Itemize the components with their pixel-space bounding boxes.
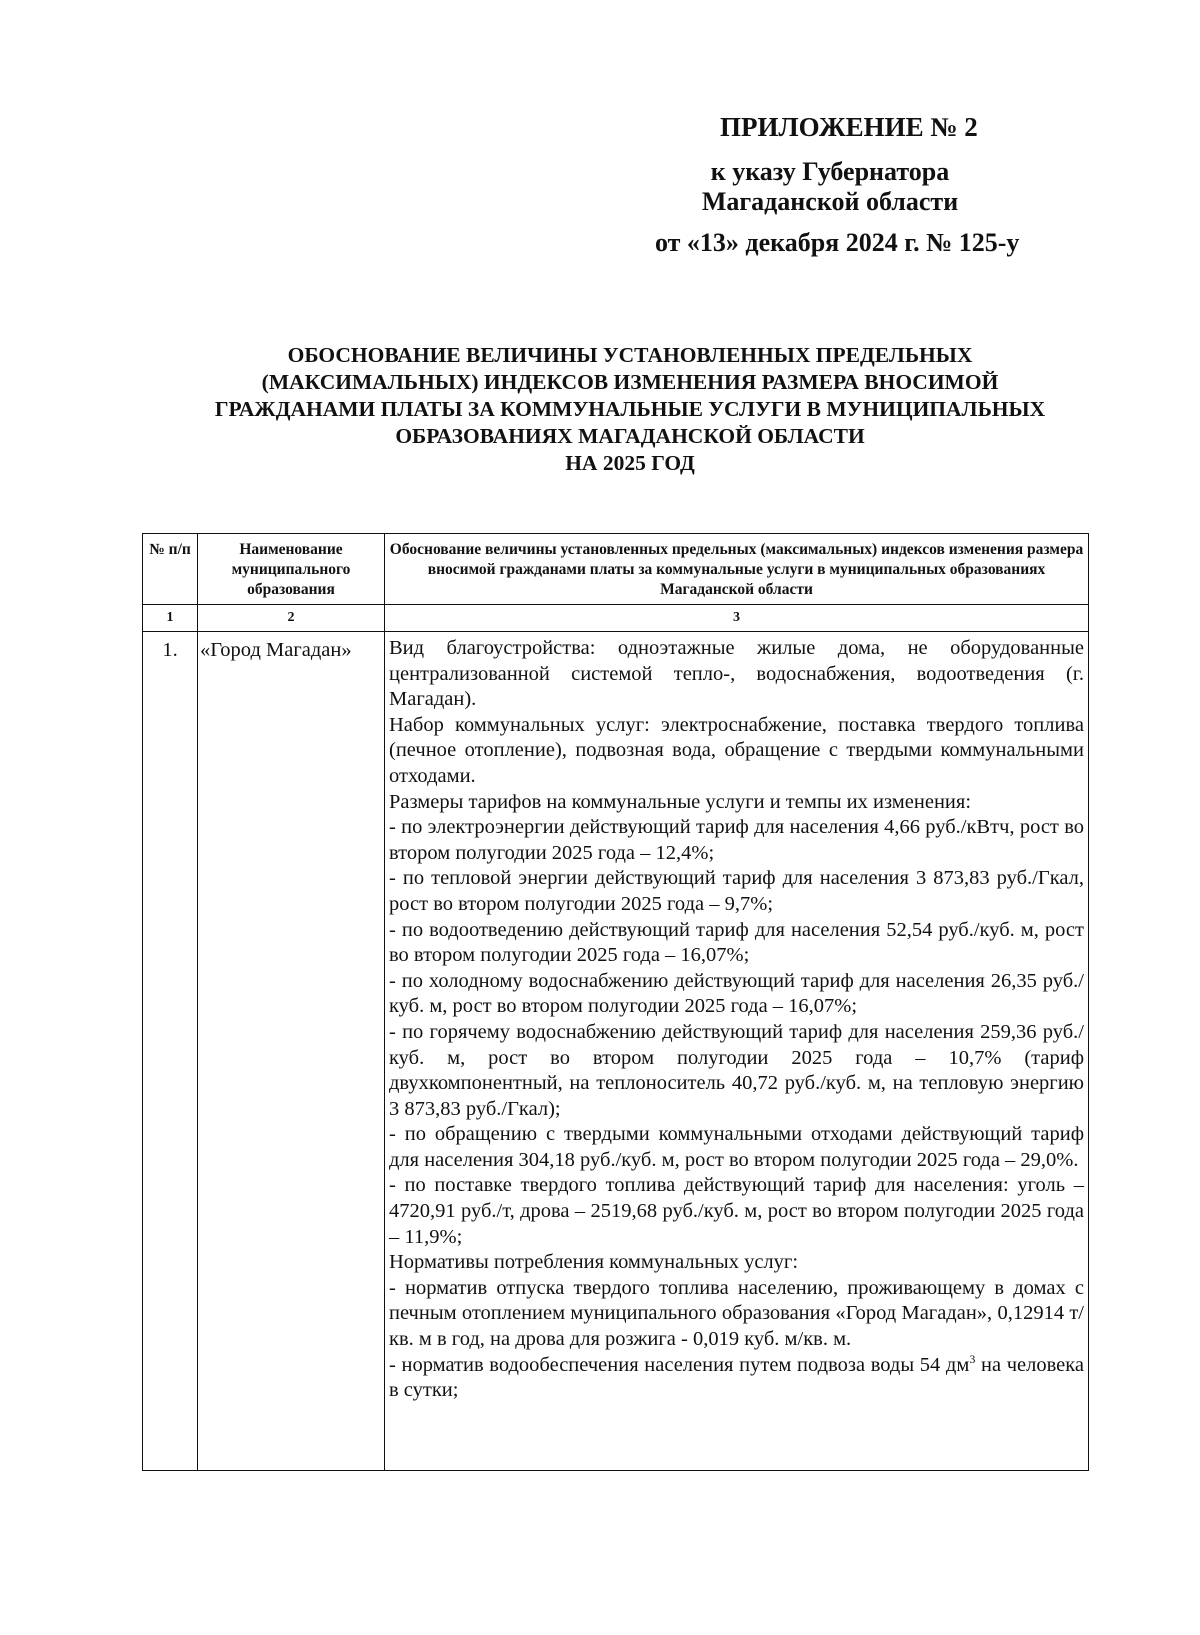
column-number-2: 2	[198, 605, 385, 632]
appendix-label: ПРИЛОЖЕНИЕ № 2	[720, 112, 978, 142]
paragraph-electricity-tariff: - по электроэнергии действующий тариф для населения 4,66 руб./кВтч, рост во втором полугодии 2025 года – 12,4%;	[389, 816, 1084, 864]
decree-line-2: Магаданской области	[701, 187, 959, 216]
table-row	[143, 632, 1089, 1471]
title-line-4: ОБРАЗОВАНИЯХ МАГАДАНСКОЙ ОБЛАСТИ	[395, 424, 865, 448]
header-number: № п/п	[143, 534, 198, 605]
title-line-5: НА 2025 ГОД	[565, 451, 695, 475]
table-header-row	[143, 534, 1089, 605]
water-norm-superscript: 3	[969, 1351, 976, 1366]
decree-date: от «13» декабря 2024 г. № 125-у	[655, 228, 1020, 257]
header-municipality: Наименование муниципального образования	[198, 534, 385, 605]
decree-reference	[660, 157, 1000, 217]
paragraph-water-norm	[389, 1353, 1084, 1404]
column-number-3: 3	[385, 605, 1089, 632]
paragraph-solid-fuel-tariff: - по поставке твердого топлива действующий тариф для населения: уголь – 4720,91 руб./т, дрова – 2519,68 руб./куб. м, рост во втором полугодии 2025 года – 11,9%;	[389, 1174, 1084, 1248]
row-number: 1.	[143, 632, 198, 1471]
paragraph-fuel-norm: - норматив отпуска твердого топлива населению, проживающему в домах с печным отоплением муниципального образования «Город Магадан», 0,12914 т/кв. м в год, на дрова для розжига - 0,019 куб. м/кв. м.	[389, 1276, 1084, 1351]
municipality-name: «Город Магадан»	[198, 632, 385, 1471]
decree-line-1: к указу Губернатора	[710, 157, 950, 186]
paragraph-hot-water-tariff: - по горячему водоснабжению действующий тариф для населения 259,36 руб./куб. м, рост во втором полугодии 2025 года – 10,7% (тариф двухкомпонентный, на теплоноситель 40,72 руб./куб. м, на тепловую энергию 3 873,83 руб./Гкал);	[389, 1020, 1084, 1120]
paragraph-norms-heading: Нормативы потребления коммунальных услуг:	[389, 1251, 799, 1274]
paragraph-service-set: Набор коммунальных услуг: электроснабжение, поставка твердого топлива (печное отопление), подвозная вода, обращение с твердыми коммунальными отходами.	[389, 713, 1084, 787]
title-line-1: ОБОСНОВАНИЕ ВЕЛИЧИНЫ УСТАНОВЛЕННЫХ ПРЕДЕЛЬНЫХ	[287, 343, 973, 367]
paragraph-improvement-type: Вид благоустройства: одноэтажные жилые дома, не оборудованные централизованной системой тепло-, водоснабжения, водоотведения (г. Магадан).	[389, 637, 1084, 711]
title-line-3: ГРАЖДАНАМИ ПЛАТЫ ЗА КОММУНАЛЬНЫЕ УСЛУГИ В МУНИЦИПАЛЬНЫХ	[214, 397, 1046, 421]
title-line-2: (МАКСИМАЛЬНЫХ) ИНДЕКСОВ ИЗМЕНЕНИЯ РАЗМЕРА ВНОСИМОЙ	[261, 370, 999, 394]
water-norm-text: - норматив водообеспечения населения путем подвоза воды 54 дм	[389, 1353, 970, 1376]
justification-table	[142, 533, 1089, 1471]
column-number-1: 1	[143, 605, 198, 632]
paragraph-cold-water-tariff: - по холодному водоснабжению действующий тариф для населения 26,35 руб./куб. м, рост во втором полугодии 2025 года – 16,07%;	[389, 969, 1084, 1018]
paragraph-heat-tariff: - по тепловой энергии действующий тариф для населения 3 873,83 руб./Гкал, рост во втором полугодии 2025 года – 9,7%;	[389, 867, 1084, 915]
header-justification: Обоснование величины установленных предельных (максимальных) индексов изменения размера вносимой гражданами платы за коммунальные услуги в муниципальных образованиях Магаданской области	[385, 534, 1089, 605]
paragraph-waste-tariff: - по обращению с твердыми коммунальными отходами действующий тариф для населения 304,18 руб./куб. м, рост во втором полугодии 2025 года – 29,0%.	[389, 1123, 1084, 1171]
paragraph-sewage-tariff: - по водоотведению действующий тариф для населения 52,54 руб./куб. м, рост во втором полугодии 2025 года – 16,07%;	[389, 918, 1084, 967]
column-number-row	[143, 605, 1089, 632]
document-title	[150, 342, 1110, 477]
paragraph-tariffs-heading: Размеры тарифов на коммунальные услуги и темпы их изменения:	[389, 790, 972, 813]
water-norm-tail: на человека в сутки;	[389, 1353, 1084, 1402]
justification-text	[385, 632, 1089, 1471]
